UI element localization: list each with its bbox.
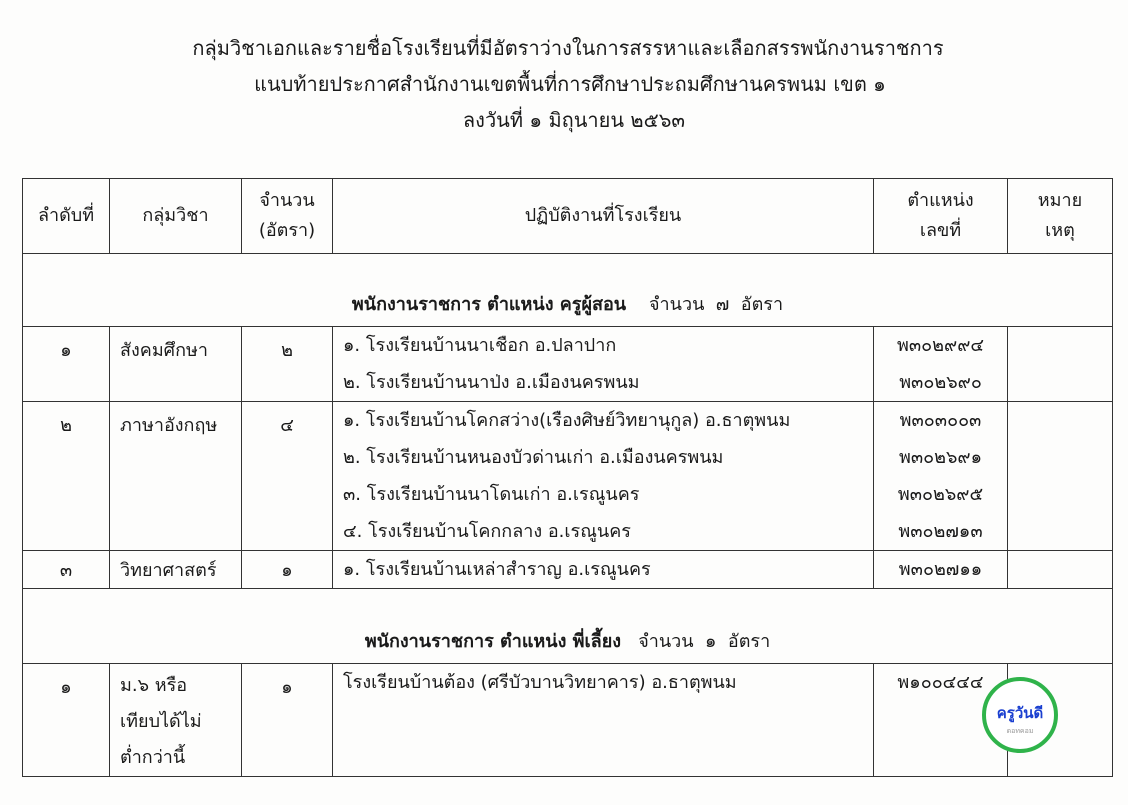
row-note [1008,402,1113,551]
header-line-1: กลุ่มวิชาเอกและรายชื่อโรงเรียนที่มีอัตราว่างในการสรรหาและเลือกสรรพนักงานราชการ [192,36,944,60]
row-count: ๑ [242,551,333,589]
table-row [23,551,1113,589]
row-schools [333,402,874,551]
col-order-header: ลำดับที่ [23,179,110,254]
school-item: ๓. โรงเรียนบ้านนาโดนเก่า อ.เรณูนคร [343,484,640,505]
row-subject: ภาษาอังกฤษ [110,402,242,551]
row-schools [333,664,874,777]
school-item: ๒. โรงเรียนบ้านหนองบัวด่านเก่า อ.เมืองนครพนม [343,447,724,468]
section-position: ครูผู้สอน [559,294,627,315]
col-count-label-2: (อัตรา) [258,220,316,241]
col-count-header [242,179,333,254]
position-number: พ๓๐๒๖๙๐ [899,372,982,393]
row-order: ๑ [23,327,110,402]
row-positions [874,551,1008,589]
school-item: โรงเรียนบ้านต้อง (ศรีบัวบานวิทยาคาร) อ.ธาตุพนม [343,672,737,693]
watermark-brand: ครูวันดี [996,704,1044,722]
col-note-header [1008,179,1113,254]
row-subject [110,664,242,777]
watermark-logo [982,677,1058,753]
section-count: จำนวน ๗ อัตรา [626,294,784,315]
section-title-caregiver [23,589,1113,664]
header-line-3: ลงวันที่ ๑ มิถุนายน ๒๕๖๓ [462,108,686,132]
row-count: ๑ [242,664,333,777]
position-number: พ๓๐๒๙๙๔ [896,335,984,356]
col-position-header [874,179,1008,254]
position-number: พ๑๐๐๔๔๔ [897,672,984,693]
school-item: ๔. โรงเรียนบ้านโคกกลาง อ.เรณูนคร [343,521,631,542]
school-item: ๑. โรงเรียนบ้านนาเชือก อ.ปลาปาก [343,335,617,356]
subject-line: ต่ำกว่านี้ [120,747,186,768]
section-row-teacher [23,254,1113,327]
subject-line: ม.๖ หรือ [120,675,188,696]
row-subject: สังคมศึกษา [110,327,242,402]
row-note [1008,327,1113,402]
vacancy-table [22,178,1113,777]
col-position-label-1: ตำแหน่ง [907,190,974,211]
row-schools [333,327,874,402]
school-item: ๑. โรงเรียนบ้านเหล่าสำราญ อ.เรณูนคร [343,559,651,580]
header-line-2: แนบท้ายประกาศสำนักงานเขตพื้นที่การศึกษาประถมศึกษานครพนม เขต ๑ [254,72,886,96]
table-row [23,664,1113,777]
col-school-header: ปฏิบัติงานที่โรงเรียน [333,179,874,254]
school-item: ๒. โรงเรียนบ้านนาป่ง อ.เมืองนครพนม [343,372,640,393]
row-count: ๔ [242,402,333,551]
table-header-row [23,179,1113,254]
row-count: ๒ [242,327,333,402]
watermark-sub: ดอทคอม [1006,727,1034,735]
position-number: พ๓๐๒๖๙๑ [898,447,983,468]
position-number: พ๓๐๒๗๑๓ [898,521,983,542]
position-number: พ๓๐๒๖๙๕ [897,484,984,505]
section-prefix: พนักงานราชการ ตำแหน่ง [364,631,573,652]
row-note [1008,551,1113,589]
row-positions [874,402,1008,551]
row-order: ๑ [23,664,110,777]
col-note-label-1: หมาย [1037,190,1083,211]
table-row [23,402,1113,551]
table-row [23,327,1113,402]
row-order: ๒ [23,402,110,551]
row-schools [333,551,874,589]
section-prefix: พนักงานราชการ ตำแหน่ง [351,294,560,315]
school-item: ๑. โรงเรียนบ้านโคกสว่าง(เรืองศิษย์วิทยานุกูล) อ.ธาตุพนม [343,410,791,431]
section-position: พี่เลี้ยง [572,631,622,652]
row-positions [874,327,1008,402]
section-row-caregiver [23,589,1113,664]
col-note-label-2: เหตุ [1045,220,1075,241]
position-number: พ๓๐๓๐๐๓ [899,410,982,431]
subject-line: เทียบได้ไม่ [120,711,202,732]
row-subject: วิทยาศาสตร์ [110,551,242,589]
col-subject-header: กลุ่มวิชา [110,179,242,254]
position-number: พ๓๐๒๗๑๑ [898,559,983,580]
section-title-teacher [23,254,1113,327]
document-header [0,30,1128,138]
section-count: จำนวน ๑ อัตรา [621,631,771,652]
row-order: ๓ [23,551,110,589]
col-count-label-1: จำนวน [259,190,315,211]
col-position-label-2: เลขที่ [919,220,962,241]
